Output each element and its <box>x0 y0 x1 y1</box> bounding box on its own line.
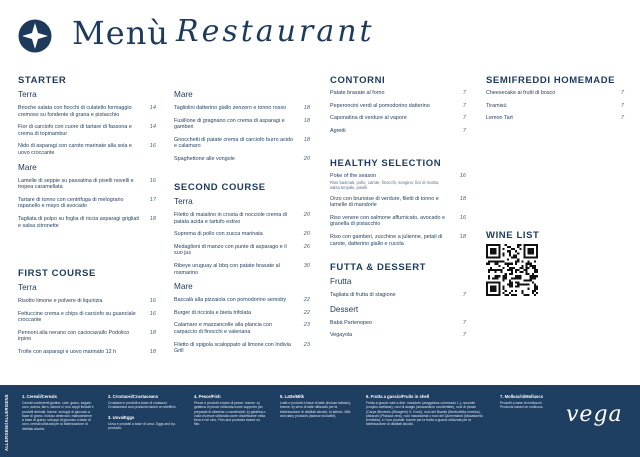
menu-item <box>330 320 466 327</box>
vega-logo: vega <box>566 402 623 427</box>
section-title: FIRST COURSE <box>18 268 96 279</box>
healthy-section <box>330 158 466 253</box>
section-title: WINE LIST <box>486 230 540 241</box>
item-name: Medaglioni di manzo con punte di asparago e il suo jus <box>174 243 287 257</box>
allergen-heading: 4. Pesce/Fish <box>194 394 221 399</box>
item-name: Orzo con brunoise di verdure, filetti di tonno e lamelle di mandorle <box>330 195 439 209</box>
first-course-terra-section <box>18 268 156 362</box>
menu-item <box>330 103 466 110</box>
item-price: 14 <box>149 124 156 131</box>
starter-section <box>18 75 156 235</box>
allergen-text: Uova e prodotti a base di uova. Eggs and by-products. <box>108 421 176 430</box>
allergen-label-vertical <box>3 391 13 453</box>
item-price: 7 <box>462 319 466 326</box>
item-price: 7 <box>620 115 624 122</box>
menu-item <box>174 244 310 257</box>
allergen-heading: 2. Crostacei/Crustaceans <box>108 394 159 399</box>
menu-item <box>18 143 156 156</box>
item-name: Babà Partenopeo <box>330 319 372 326</box>
menu-item <box>18 178 156 191</box>
item-name: Tagliata di polpo su foglia di riccia asparagi grigliati e salsa citronette <box>18 215 140 229</box>
allergen-column <box>194 394 266 427</box>
item-name: Caponatina di verdure al vapore <box>330 115 407 122</box>
item-price: 18 <box>303 105 310 111</box>
item-name: Peperoncini verdi al pomodorino datterino <box>330 102 430 109</box>
item-price: 7 <box>620 90 624 96</box>
item-price: 18 <box>459 233 466 240</box>
menu-item <box>330 215 466 228</box>
section-title: HEALTHY SELECTION <box>330 158 442 169</box>
item-price: 7 <box>620 102 624 109</box>
item-price: 30 <box>303 262 310 269</box>
item-name: Filetto di spigola scaloppato al limone con Indivia Grill <box>174 341 291 355</box>
item-price: 16 <box>149 177 156 184</box>
page-title: Menù <box>72 14 169 52</box>
allergen-text: Prodotti a base di molluschi. Products based on molluscs. <box>500 401 544 410</box>
item-price: 18 <box>459 195 466 202</box>
menu-item <box>18 216 156 229</box>
subsection-title: Frutta <box>330 277 352 286</box>
menu-item <box>330 173 466 190</box>
item-description: Riso basmati, pollo, carote, finocchi, songino, fior di ricotta, salsa teriyaki, piselli <box>330 179 440 190</box>
allergen-footer <box>0 385 640 457</box>
menu-item <box>174 105 310 112</box>
allergen-text: Latte e prodotti a base di latte (incluso lattosio), tranne: a) siero di latte utilizzato per la fabbricazione di distillati alcolici; b) lattiolo. Milk and dairy products (lactose included). <box>280 401 352 418</box>
allergen-label: ALLERGENI/ALLERGENS <box>4 394 9 451</box>
menu-item <box>330 292 466 299</box>
item-name: Gnocchetti di patate crema di carciofo burro acido e calamaro <box>174 136 293 150</box>
section-title: STARTER <box>18 75 67 86</box>
allergen-text: Crostacei e prodotti a base di crostacei. Crustaceans and products based on shellfish. <box>108 401 177 410</box>
subsection-title: Dessert <box>330 304 359 314</box>
allergen-text: Cereali contenenti glutine, cioè: grano, segale, orzo, avena, farro, kamut o i loro ceppi ibridati e prodotti derivati, tranne: sciroppi di glucosio a base di grano, incluso destrosio; maltodestrine a base di grano; sciroppi di glucosio a base di orzo; cereali utilizzati per la fabbricazione di distillati alcolici. <box>22 401 94 431</box>
item-name: Fettuccine crema e chips di carciofo su guanciale croccante <box>18 310 136 324</box>
subsection-title: Mare <box>174 90 193 99</box>
item-price: 14 <box>149 105 156 111</box>
menu-item <box>486 115 624 122</box>
item-name: Brioche salata con fiocchi di culatello formaggio cremoso su fondente di grana e pistacchio <box>18 105 132 118</box>
allergen-heading: 5. Latte/Milk <box>280 394 304 399</box>
menu-item <box>18 349 156 356</box>
menu-item <box>174 212 310 225</box>
item-name: Tartare di tonno con centrifuga di melograno rapanello e mayo di avocado <box>18 196 124 210</box>
allergen-heading: 3. Uova/Eggs <box>108 414 135 420</box>
item-name: Baccalà alla pizzaiola con pomodorino semidry <box>174 297 287 304</box>
item-name: Lemon Tart <box>486 115 513 122</box>
item-price: 7 <box>462 332 466 339</box>
allergen-column <box>22 394 94 431</box>
menu-item <box>330 196 466 209</box>
menu-item <box>330 234 466 247</box>
item-price: 20 <box>303 155 310 162</box>
item-name: Vegayola <box>330 332 353 339</box>
allergen-column <box>366 394 486 427</box>
item-name: Calamaro e mazzancolle alla plancia con carpaccio di finocchi e valeriana <box>174 322 272 335</box>
second-course-section <box>174 182 310 361</box>
item-price: 16 <box>459 173 466 179</box>
menu-item <box>18 311 156 324</box>
menu-item <box>174 342 310 355</box>
section-title: SEMIFREDDI HOMEMADE <box>486 75 616 86</box>
semifreddi-section <box>486 75 624 128</box>
item-name: Ribeye uruguay al bbq con patate brasate al rosmarino <box>174 262 280 276</box>
wine-list-section <box>486 230 624 245</box>
menu-item <box>174 310 310 317</box>
item-name: Fior di carciofo con cuore di tartare di fassona e crema di topinambur <box>18 124 132 137</box>
item-name: Lamelle di seppie su passatina di piselli novelli e tropea caramellata <box>18 177 134 191</box>
item-price: 7 <box>462 127 466 134</box>
item-name: Trofie con asparagi e uovo marinato 12 h <box>18 348 117 355</box>
menu-item <box>174 118 310 131</box>
menu-item <box>174 137 310 150</box>
menu-item <box>18 330 156 343</box>
item-price: 7 <box>462 292 466 298</box>
allergen-heading: 1. Cereali/Cereals <box>22 394 57 399</box>
qr-code-icon[interactable] <box>486 244 538 296</box>
subsection-title: Mare <box>18 162 37 172</box>
section-title: SECOND COURSE <box>174 182 266 193</box>
item-price: 16 <box>149 298 156 304</box>
item-price: 20 <box>303 231 310 238</box>
item-name: Pennoni alla nerano con caciocavallo Podolico irpino <box>18 329 130 343</box>
item-name: Tagliolini datterino giallo zenzero e tonno rosso <box>174 105 287 111</box>
item-name: Agretti <box>330 127 346 134</box>
allergen-heading: 6. Frutta a guscio/Fruits in shell <box>366 394 430 399</box>
subsection-title: Terra <box>18 283 37 292</box>
section-title: CONTORNI <box>330 75 386 86</box>
menu-item <box>174 297 310 304</box>
menu-item <box>18 298 156 305</box>
item-name: Fusillone di gragnano con crema di asparagi e gamberi <box>174 117 285 131</box>
item-price: 16 <box>149 310 156 317</box>
menu-item <box>18 105 156 118</box>
item-name: Cheesecake ai frutti di bosco <box>486 90 556 96</box>
item-price: 23 <box>303 341 310 348</box>
item-price: 18 <box>149 329 156 336</box>
item-price: 23 <box>303 322 310 329</box>
menu-item <box>174 263 310 276</box>
item-name: Filetto di maialino in crosta di nocciole crema di patata acida e tartufo estivo <box>174 212 287 225</box>
menu-item <box>174 231 310 238</box>
item-name: Riso con gamberi, zucchine a julienne, petali di carote, datterino giallo e rucola <box>330 233 443 247</box>
menu-item <box>486 103 624 110</box>
item-price: 22 <box>303 309 310 316</box>
menu-item <box>330 90 466 97</box>
item-name: Suprema di pollo con zucca marinata <box>174 231 263 238</box>
item-price: 7 <box>462 90 466 96</box>
menu-item <box>330 332 466 339</box>
allergen-heading: 7. Molluschi/Molluscs <box>500 394 544 399</box>
contorni-section <box>330 75 466 140</box>
subsection-title: Mare <box>174 282 193 292</box>
header <box>0 0 640 70</box>
subsection-title: Terra <box>174 197 193 206</box>
allergen-text: Pesce e prodotti a base di pesce, tranne: a) gelatina di pesce utilizzata come supporto per preparati di vitamine o carotenoidi; b) gelatina o colla di pesce utilizzata come chiarificante nella birra e nel vino. Fish and products based on fish. <box>194 401 266 427</box>
menu-item <box>330 128 466 135</box>
item-name: Burger di ricciola e bieta trifolata <box>174 309 252 316</box>
item-price: 18 <box>303 117 310 124</box>
menu-item <box>330 115 466 122</box>
menu-item <box>174 156 310 163</box>
item-price: 7 <box>462 102 466 109</box>
item-price: 22 <box>303 297 310 304</box>
compass-star-logo-icon <box>18 19 52 53</box>
futta-section <box>330 262 466 345</box>
item-name: Tiramisù <box>486 102 507 109</box>
item-price: 20 <box>303 212 310 218</box>
item-price: 18 <box>149 348 156 355</box>
item-name: Riso venere con salmone affumicato, avocado e granella di pistacchio <box>330 214 445 228</box>
first-course-mare-section <box>174 86 310 169</box>
item-name: Poke of the season <box>330 173 377 179</box>
item-price: 16 <box>149 143 156 150</box>
allergen-column <box>108 394 180 430</box>
allergen-text: Frutta a guscio vale a dire: mandorle (amygdalus communis L.), nocciole (corylus avellana), noci di acagiù (anacardium occidentale), noci di pecan (Carya illinoiesis (Wangenh) K. Koch), noci del Brasile (Bertholletia excelsa), pistacchi (Pistacia vera), noci macadamia o noci del Queensland (Macadamia ternifolia), e i loro prodotti, tranne per la frutta a guscio utilizzata per la fabbricazione di distillati alcolici. <box>366 401 483 427</box>
section-title: FUTTA & DESSERT <box>330 262 427 273</box>
item-price: 18 <box>303 136 310 143</box>
item-price: 17 <box>149 196 156 203</box>
item-name: Patate brasate al forno <box>330 90 385 96</box>
menu-item <box>174 322 310 335</box>
item-name: Nido di asparagi con carote marinate alla soia e uovo croccante <box>18 143 132 156</box>
item-price: 7 <box>462 115 466 122</box>
item-name: Risotto limone e polvere di liquirizia <box>18 298 103 304</box>
page-title-script: Restaurant <box>176 14 375 49</box>
subsection-title: Terra <box>18 90 37 99</box>
allergen-column <box>500 394 554 410</box>
menu-item <box>18 197 156 210</box>
menu-item <box>486 90 624 97</box>
item-name: Spaghettone alle vongole <box>174 155 235 162</box>
item-price: 16 <box>459 214 466 221</box>
item-price: 18 <box>149 215 156 222</box>
allergen-column <box>280 394 352 418</box>
item-price: 26 <box>303 243 310 250</box>
menu-item <box>18 124 156 137</box>
item-name: Tagliata di frutta di stagione <box>330 292 396 298</box>
